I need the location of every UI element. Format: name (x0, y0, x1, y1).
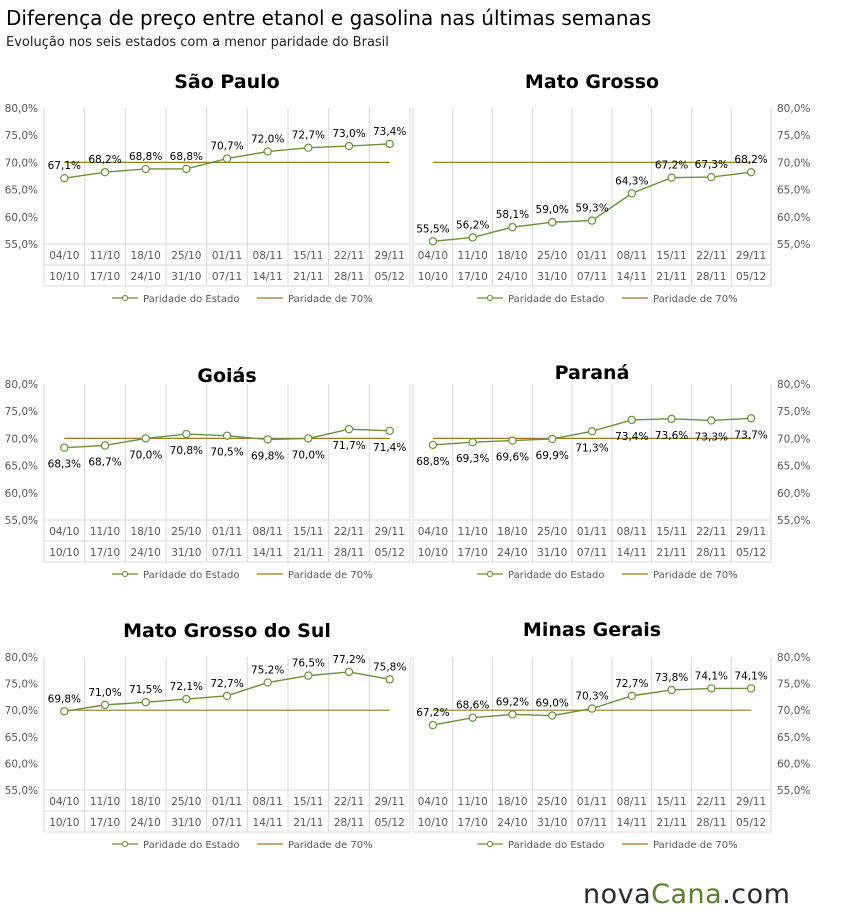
x-tick-label-end: 24/10 (497, 817, 528, 829)
data-label: 75,2% (250, 664, 285, 677)
x-tick-label-end: 28/11 (696, 817, 727, 829)
data-label: 74,1% (694, 670, 729, 683)
legend-label-state: Paridade do Estado (143, 570, 240, 581)
data-label: 68,8% (128, 150, 163, 163)
data-label: 68,2% (734, 154, 768, 167)
x-tick-label-end: 07/11 (211, 817, 243, 829)
data-label: 71,5% (128, 684, 163, 697)
data-point (429, 238, 436, 245)
data-label: 64,3% (615, 175, 649, 188)
y-tick-label: 55,0% (4, 239, 38, 251)
x-tick-label-start: 29/11 (735, 526, 767, 538)
data-label: 67,3% (694, 159, 729, 172)
legend-label-reference: Paridade de 70% (288, 840, 373, 851)
x-tick-label-start: 15/11 (293, 250, 324, 262)
legend-marker-state (122, 295, 127, 300)
page-title: Diferença de preço entre etanol e gasolina nas últimas semanas (6, 6, 652, 30)
data-point (264, 436, 271, 443)
x-tick-label-start: 18/10 (497, 526, 528, 538)
data-point (509, 711, 516, 718)
x-tick-label-end: 07/11 (211, 271, 243, 283)
data-point (668, 174, 675, 181)
y-tick-label: 70,0% (4, 433, 38, 446)
legend-label-state: Paridade do Estado (143, 294, 240, 305)
x-tick-label-start: 15/11 (656, 526, 687, 538)
data-point (61, 175, 68, 182)
x-tick-label-start: 08/11 (252, 250, 283, 262)
data-point (509, 224, 516, 231)
data-point (429, 721, 436, 728)
data-point (345, 668, 352, 675)
x-tick-label-start: 29/11 (735, 250, 767, 262)
x-tick-label-end: 17/10 (457, 271, 488, 283)
x-tick-label-end: 10/10 (417, 547, 449, 559)
legend-label-state: Paridade do Estado (508, 294, 605, 305)
data-label: 70,0% (128, 449, 163, 462)
y-tick-label: 80,0% (777, 379, 811, 391)
x-tick-label-start: 04/10 (417, 250, 449, 262)
data-point (183, 695, 190, 702)
x-tick-label-end: 28/11 (333, 547, 365, 559)
data-label: 58,1% (495, 209, 530, 222)
x-tick-label-end: 21/11 (293, 817, 324, 829)
chart-6 (413, 619, 810, 851)
legend-marker-state (122, 571, 127, 576)
x-tick-label-end: 14/11 (252, 271, 283, 283)
x-tick-label-end: 28/11 (696, 547, 727, 559)
chart-title: Goiás (197, 365, 257, 387)
data-label: 77,2% (332, 653, 366, 666)
data-point (708, 685, 715, 692)
x-tick-label-end: 28/11 (333, 817, 365, 829)
x-tick-label-start: 01/11 (576, 250, 608, 262)
data-point (748, 685, 755, 692)
data-label: 73,6% (654, 429, 689, 442)
x-tick-label-start: 08/11 (252, 526, 283, 538)
data-point (469, 714, 476, 721)
data-label: 73,7% (734, 429, 768, 442)
x-tick-label-start: 04/10 (49, 526, 80, 538)
data-label: 69,0% (535, 697, 569, 710)
data-label: 69,3% (455, 453, 490, 466)
data-point (305, 435, 312, 442)
x-tick-label-start: 11/10 (89, 796, 121, 808)
data-label: 73,3% (694, 431, 729, 444)
page-subtitle: Evolução nos seis estados com a menor paridade do Brasil (6, 35, 389, 50)
data-point (549, 219, 556, 226)
y-tick-label: 65,0% (4, 184, 38, 197)
legend (112, 840, 373, 851)
data-point (549, 712, 556, 719)
x-tick-label-end: 17/10 (89, 271, 121, 283)
data-point (668, 686, 675, 693)
x-tick-label-start: 11/10 (457, 250, 488, 262)
x-tick-label-end: 21/11 (656, 547, 687, 559)
y-tick-label: 80,0% (4, 379, 38, 391)
data-point (183, 430, 190, 437)
x-tick-label-end: 05/12 (374, 547, 405, 559)
chart-title: São Paulo (174, 71, 280, 93)
data-point (708, 417, 715, 424)
data-point (101, 442, 108, 449)
data-point (264, 679, 271, 686)
x-tick-label-end: 28/11 (696, 271, 727, 283)
data-label: 76,5% (291, 657, 326, 670)
y-tick-label: 70,0% (777, 157, 811, 170)
data-label: 71,0% (88, 686, 122, 699)
y-tick-label: 60,0% (4, 758, 38, 771)
x-tick-label-start: 08/11 (616, 796, 647, 808)
data-label: 70,0% (291, 449, 326, 462)
x-tick-label-start: 29/11 (374, 526, 405, 538)
x-tick-label-end: 31/10 (537, 547, 568, 559)
x-tick-label-end: 05/12 (374, 817, 405, 829)
x-tick-label-start: 15/11 (293, 526, 324, 538)
data-point (223, 432, 230, 439)
y-tick-label: 80,0% (4, 652, 38, 664)
x-tick-label-start: 22/11 (333, 796, 365, 808)
y-tick-label: 55,0% (777, 515, 811, 527)
data-point (386, 676, 393, 683)
y-tick-label: 55,0% (777, 785, 811, 797)
x-tick-label-start: 04/10 (49, 250, 80, 262)
x-tick-label-start: 25/10 (537, 796, 568, 808)
data-label: 69,8% (47, 693, 82, 706)
x-tick-label-end: 17/10 (89, 547, 121, 559)
x-tick-label-start: 29/11 (374, 796, 405, 808)
y-tick-label: 55,0% (4, 515, 38, 527)
data-point (469, 439, 476, 446)
y-tick-label: 75,0% (777, 130, 811, 143)
legend-label-reference: Paridade de 70% (653, 840, 738, 851)
legend (112, 294, 373, 305)
x-tick-label-end: 07/11 (576, 271, 608, 283)
y-tick-label: 70,0% (4, 157, 38, 170)
data-label: 67,1% (47, 160, 82, 173)
data-label: 72,0% (250, 133, 285, 146)
brand-part-com: .com (722, 879, 791, 910)
data-label: 73,4% (372, 125, 407, 138)
x-tick-label-start: 18/10 (130, 250, 161, 262)
x-tick-label-end: 14/11 (616, 547, 647, 559)
y-tick-label: 75,0% (4, 678, 38, 691)
x-tick-label-end: 10/10 (417, 817, 449, 829)
data-point (386, 140, 393, 147)
x-tick-label-end: 24/10 (130, 817, 161, 829)
x-tick-label-end: 14/11 (616, 271, 647, 283)
legend (477, 294, 738, 305)
data-label: 68,2% (88, 154, 122, 167)
data-label: 67,2% (654, 159, 689, 172)
legend-marker-state (487, 295, 492, 300)
x-tick-label-start: 22/11 (696, 526, 727, 538)
data-point (588, 705, 595, 712)
x-tick-label-start: 11/10 (457, 796, 488, 808)
y-tick-label: 60,0% (4, 211, 38, 224)
x-tick-label-end: 21/11 (293, 547, 324, 559)
data-label: 73,4% (615, 430, 649, 443)
data-label: 71,3% (575, 442, 609, 455)
data-label: 70,3% (575, 690, 609, 703)
data-label: 73,8% (654, 671, 689, 684)
x-tick-label-end: 07/11 (576, 547, 608, 559)
x-tick-label-start: 01/11 (576, 526, 608, 538)
data-point (628, 416, 635, 423)
data-label: 72,7% (615, 677, 649, 690)
data-point (305, 144, 312, 151)
legend-marker-state (122, 841, 127, 846)
data-point (429, 441, 436, 448)
data-point (588, 428, 595, 435)
y-tick-label: 60,0% (4, 487, 38, 500)
x-tick-label-end: 14/11 (252, 547, 283, 559)
x-tick-label-end: 05/12 (735, 547, 767, 559)
x-tick-label-start: 22/11 (696, 796, 727, 808)
data-label: 70,7% (210, 140, 244, 153)
chart-3 (5, 365, 410, 581)
data-point (223, 155, 230, 162)
y-tick-label: 80,0% (777, 652, 811, 664)
x-tick-label-end: 21/11 (656, 271, 687, 283)
data-point (628, 692, 635, 699)
chart-5 (5, 620, 410, 851)
legend-label-reference: Paridade de 70% (288, 294, 373, 305)
x-tick-label-end: 17/10 (457, 817, 488, 829)
x-tick-label-end: 21/11 (293, 271, 324, 283)
x-tick-label-start: 01/11 (211, 796, 243, 808)
x-tick-label-start: 29/11 (374, 250, 405, 262)
x-tick-label-start: 18/10 (497, 250, 528, 262)
x-tick-label-start: 25/10 (171, 796, 202, 808)
x-tick-label-start: 04/10 (417, 796, 449, 808)
x-tick-label-end: 24/10 (130, 271, 161, 283)
y-tick-label: 70,0% (777, 705, 811, 718)
y-tick-label: 65,0% (4, 460, 38, 473)
data-label: 74,1% (734, 670, 768, 683)
legend (112, 570, 373, 581)
data-point (305, 672, 312, 679)
data-point (142, 699, 149, 706)
legend (477, 570, 738, 581)
x-tick-label-end: 31/10 (537, 271, 568, 283)
y-tick-label: 65,0% (777, 460, 811, 473)
data-point (223, 692, 230, 699)
legend-label-reference: Paridade de 70% (288, 570, 373, 581)
x-tick-label-start: 29/11 (735, 796, 767, 808)
data-point (142, 435, 149, 442)
x-tick-label-end: 17/10 (89, 817, 121, 829)
x-tick-label-start: 18/10 (130, 796, 161, 808)
data-label: 55,5% (416, 223, 450, 236)
data-label: 70,5% (210, 446, 244, 459)
x-tick-label-start: 25/10 (537, 526, 568, 538)
chart-4 (413, 362, 810, 581)
data-point (588, 217, 595, 224)
data-label: 59,3% (575, 202, 609, 215)
brand-part-cana: Cana (651, 879, 723, 910)
x-tick-label-end: 07/11 (576, 817, 608, 829)
brand-logo[interactable] (583, 879, 790, 910)
data-label: 68,8% (416, 455, 450, 468)
x-tick-label-end: 05/12 (735, 271, 767, 283)
x-tick-label-end: 10/10 (49, 547, 80, 559)
x-tick-label-start: 01/11 (576, 796, 608, 808)
y-tick-label: 75,0% (4, 130, 38, 143)
data-label: 73,0% (332, 128, 366, 141)
brand-part-nova: nova (583, 879, 652, 910)
y-tick-label: 80,0% (4, 103, 38, 115)
chart-title: Minas Gerais (522, 619, 662, 641)
x-tick-label-end: 28/11 (333, 271, 365, 283)
data-label: 59,0% (535, 204, 569, 217)
data-label: 72,1% (169, 681, 204, 694)
data-label: 67,2% (416, 707, 450, 720)
y-tick-label: 70,0% (777, 433, 811, 446)
x-tick-label-end: 31/10 (171, 271, 202, 283)
data-point (101, 701, 108, 708)
x-tick-label-start: 01/11 (211, 526, 243, 538)
legend-label-state: Paridade do Estado (508, 570, 605, 581)
data-point (345, 142, 352, 149)
x-tick-label-end: 10/10 (417, 271, 449, 283)
legend-label-state: Paridade do Estado (143, 840, 240, 851)
data-point (264, 148, 271, 155)
x-tick-label-end: 24/10 (497, 271, 528, 283)
data-point (549, 435, 556, 442)
legend-label-state: Paridade do Estado (508, 840, 605, 851)
data-point (509, 437, 516, 444)
data-point (748, 169, 755, 176)
data-point (748, 415, 755, 422)
data-point (708, 173, 715, 180)
x-tick-label-start: 08/11 (616, 250, 647, 262)
data-label: 71,4% (372, 441, 407, 454)
x-tick-label-start: 15/11 (656, 250, 687, 262)
data-label: 72,7% (210, 677, 244, 690)
y-tick-label: 60,0% (777, 211, 811, 224)
x-tick-label-start: 22/11 (333, 250, 365, 262)
data-point (628, 190, 635, 197)
y-tick-label: 60,0% (777, 758, 811, 771)
x-tick-label-end: 31/10 (171, 547, 202, 559)
y-tick-label: 75,0% (4, 406, 38, 419)
y-tick-label: 55,0% (4, 785, 38, 797)
x-tick-label-start: 11/10 (89, 250, 121, 262)
x-tick-label-end: 10/10 (49, 271, 80, 283)
x-tick-label-end: 21/11 (656, 817, 687, 829)
data-label: 68,8% (169, 150, 204, 163)
data-label: 69,2% (495, 696, 530, 709)
x-tick-label-end: 31/10 (537, 817, 568, 829)
chart-2 (413, 71, 810, 305)
data-label: 69,8% (250, 450, 285, 463)
data-point (183, 165, 190, 172)
x-tick-label-start: 25/10 (171, 250, 202, 262)
x-tick-label-start: 11/10 (457, 526, 488, 538)
legend (477, 840, 738, 851)
data-point (142, 165, 149, 172)
x-tick-label-end: 14/11 (252, 817, 283, 829)
legend-marker-state (487, 571, 492, 576)
y-tick-label: 75,0% (777, 678, 811, 691)
x-tick-label-start: 11/10 (89, 526, 121, 538)
x-tick-label-start: 25/10 (537, 250, 568, 262)
x-tick-label-start: 18/10 (130, 526, 161, 538)
data-point (61, 444, 68, 451)
x-tick-label-end: 31/10 (171, 817, 202, 829)
data-point (101, 169, 108, 176)
x-tick-label-start: 08/11 (616, 526, 647, 538)
data-label: 68,6% (455, 699, 490, 712)
data-label: 72,7% (291, 129, 326, 142)
chart-title: Mato Grosso do Sul (123, 620, 331, 642)
data-point (61, 708, 68, 715)
legend-label-reference: Paridade de 70% (653, 294, 738, 305)
data-point (668, 415, 675, 422)
x-tick-label-end: 05/12 (374, 271, 405, 283)
x-tick-label-start: 25/10 (171, 526, 202, 538)
y-tick-label: 65,0% (777, 184, 811, 197)
y-tick-label: 65,0% (4, 731, 38, 744)
x-tick-label-start: 15/11 (293, 796, 324, 808)
data-label: 69,9% (535, 449, 569, 462)
x-tick-label-end: 14/11 (616, 817, 647, 829)
data-label: 75,8% (372, 661, 407, 674)
data-label: 70,8% (169, 445, 204, 458)
y-tick-label: 60,0% (777, 487, 811, 500)
x-tick-label-end: 17/10 (457, 547, 488, 559)
x-tick-label-end: 10/10 (49, 817, 80, 829)
legend-label-reference: Paridade de 70% (653, 570, 738, 581)
x-tick-label-start: 15/11 (656, 796, 687, 808)
data-label: 68,3% (47, 458, 82, 471)
y-tick-label: 75,0% (777, 406, 811, 419)
legend-marker-state (487, 841, 492, 846)
x-tick-label-start: 18/10 (497, 796, 528, 808)
x-tick-label-start: 04/10 (417, 526, 449, 538)
x-tick-label-start: 22/11 (696, 250, 727, 262)
x-tick-label-start: 22/11 (333, 526, 365, 538)
data-point (386, 427, 393, 434)
x-tick-label-start: 01/11 (211, 250, 243, 262)
data-label: 56,2% (455, 219, 490, 232)
data-label: 68,7% (88, 456, 122, 469)
y-tick-label: 65,0% (777, 731, 811, 744)
chart-1 (5, 71, 410, 305)
x-tick-label-end: 24/10 (497, 547, 528, 559)
x-tick-label-start: 08/11 (252, 796, 283, 808)
x-tick-label-end: 24/10 (130, 547, 161, 559)
x-tick-label-end: 05/12 (735, 817, 767, 829)
chart-title: Paraná (554, 362, 630, 384)
data-point (469, 234, 476, 241)
chart-title: Mato Grosso (524, 71, 660, 93)
y-tick-label: 55,0% (777, 239, 811, 251)
data-point (345, 426, 352, 433)
y-tick-label: 70,0% (4, 705, 38, 718)
x-tick-label-start: 04/10 (49, 796, 80, 808)
x-tick-label-end: 07/11 (211, 547, 243, 559)
y-tick-label: 80,0% (777, 103, 811, 115)
data-label: 69,6% (495, 451, 530, 464)
data-label: 71,7% (332, 440, 366, 453)
